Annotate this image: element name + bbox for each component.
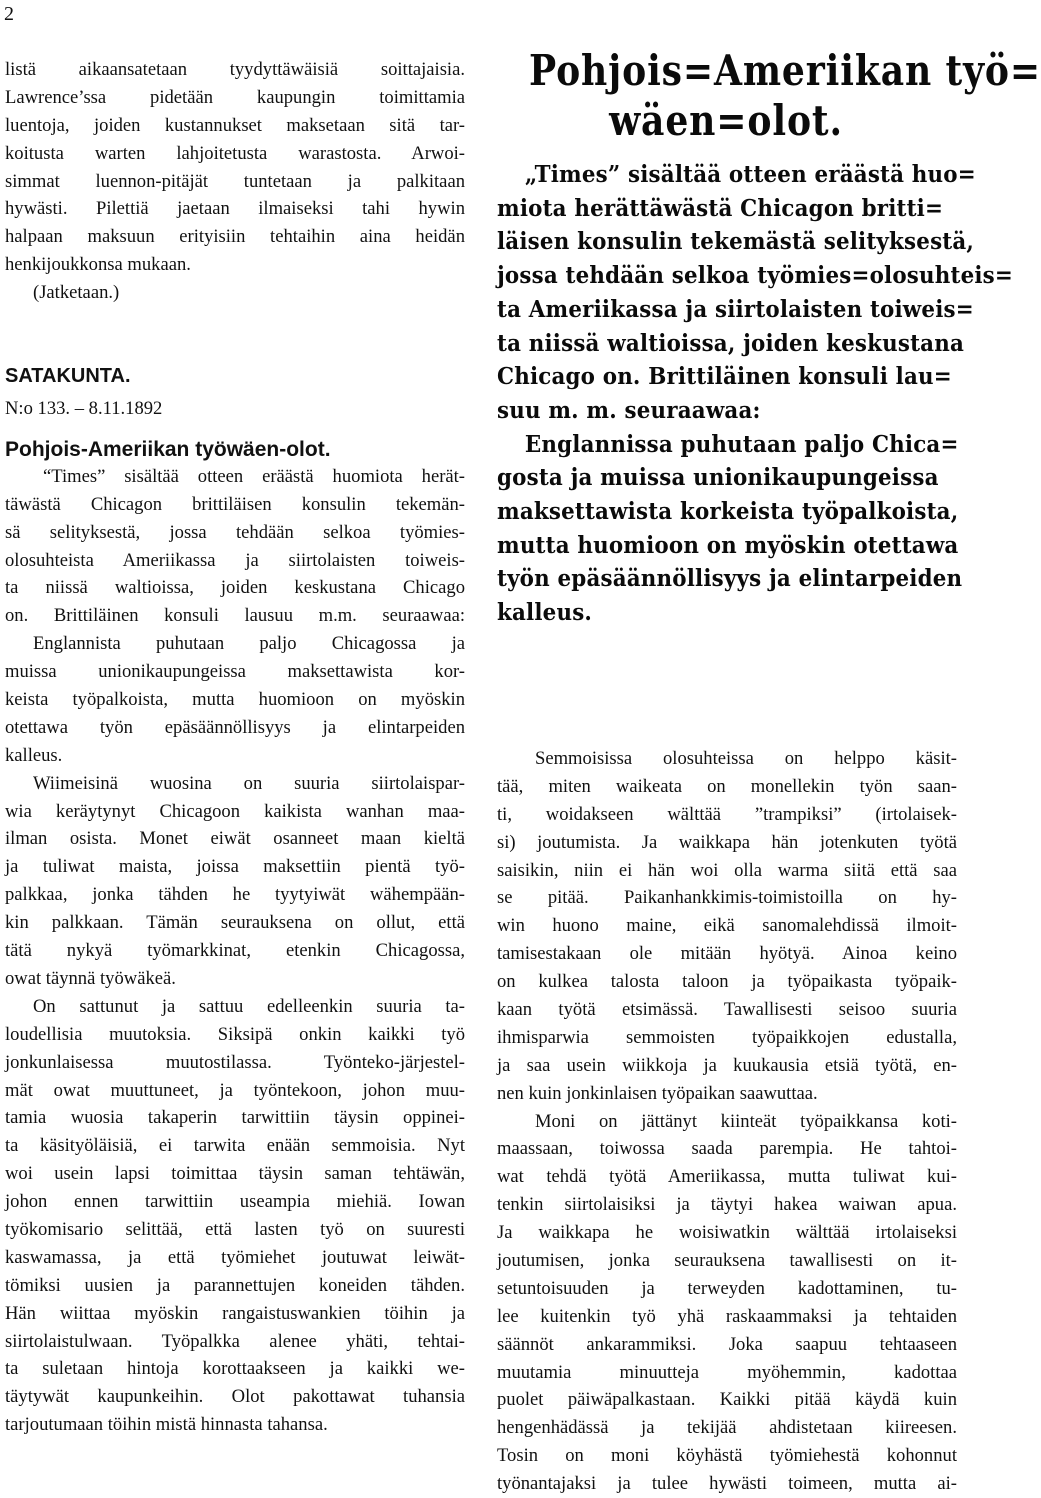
text-line: henkijoukkonsa mukaan. — [5, 254, 191, 276]
text-line: muissa unionikaupungeissa maksettawista kor- — [5, 661, 465, 683]
clipping-text-line: maksettawista korkeista työpalkoista, — [497, 498, 959, 526]
text-line: wia keräytynyt Chicagoon kaikista wanhan maa- — [5, 800, 465, 822]
text-line: hengenhädässä ja tekijää ahdistetaan kiireesen. — [497, 1417, 957, 1439]
text-line: luentoja, joiden kustannukset maksetaan sitä tar- — [5, 114, 465, 136]
clipping-text-line: mutta huomioon on myöskin otettawa — [497, 531, 959, 559]
right-column — [497, 745, 957, 1498]
text-line: tenkin siirtolaisiksi ja täytyi hakea waiwan apua. — [497, 1194, 957, 1216]
text-line: woi usein lapsi toimittaa täysin saman tehtäwän, — [5, 1163, 465, 1185]
clipping-text-line: työn epäsäännöllisyys ja elintarpeiden — [497, 565, 963, 593]
text-line: tamia wuosia takaperin tarwittiin täysin oppinei- — [5, 1107, 465, 1129]
text-line: “Times” sisältää otteen eräästä huomiota herät- — [43, 465, 465, 487]
text-line: työkomisario selittää, että lasten työ on suuresti — [5, 1218, 465, 1240]
clipping-text-line: suu m. m. seuraawaa: — [497, 396, 761, 424]
text-line: setuntoisuuden ja terweyden kadottaminen, tu- — [497, 1277, 957, 1299]
text-line: se pitää. Paikanhankkimis-toimistoilla on hy- — [497, 887, 957, 909]
text-line: koitusta warten lahjoitetusta warastosta. Arwoi- — [5, 142, 465, 164]
text-line: tarjoutumaan töihin mistä hinnasta tahansa. — [5, 1414, 328, 1436]
text-line: hywästi. Pilettiä jaetaan ilmaiseksi tahi hywin — [5, 198, 465, 220]
text-line: ja tuliwat maista, joissa maksettiin pientä työ- — [5, 856, 465, 878]
clipping-text-line: miota herättäwästä Chicagon britti= — [497, 194, 944, 222]
text-line: simmat luennon-pitäjät tuntetaan ja palkitaan — [5, 170, 465, 192]
text-line: ti, woidakseen wälttää ”trampiksi” (irtolaisek- — [497, 803, 957, 825]
text-line: säännöt ankarammiksi. Joka saapuu tehtaaseen — [497, 1333, 957, 1355]
text-line: palkkaa, jonka tähden he tyytyiwät wähempään- — [5, 884, 465, 906]
text-line: tää, miten waikeata on monellekin työn saan- — [497, 775, 957, 797]
continued-note: (Jatketaan.) — [33, 282, 120, 304]
text-line: tätä nykyä työmarkkinat, etenkin Chicagossa, — [5, 940, 465, 962]
scanned-clipping-image — [497, 46, 1041, 686]
clipping-text-line: läisen konsulin tekemästä selityksestä, — [497, 228, 975, 256]
text-line: siirtolaistulwaan. Työpalkka alenee yhäti, tehtai- — [5, 1330, 465, 1352]
clipping-text-line: Englannissa puhutaan paljo Chica= — [524, 430, 959, 458]
text-line: otettawa työn epäsäännöllisyys ja elintarpeiden — [5, 716, 465, 738]
text-line: mät owat muuttuneet, ja työntekoon, johon muu- — [5, 1079, 465, 1101]
text-line: listä aikaansatetaan tyydyttäwäisiä soittajaisia. — [5, 59, 465, 80]
text-line: Hän wiittaa myöskin rangaistuswankien töihin ja — [5, 1302, 465, 1324]
text-line: Tosin on moni köyhästä työmiehestä kohonnut — [497, 1445, 957, 1467]
text-line: owat täynnä työwäkeä. — [5, 967, 176, 989]
text-line: Wiimeisinä wuosina on suuria siirtolaispar- — [33, 772, 465, 794]
text-line: saisikin, niin ei hän woi olla warma siitä että saa — [497, 859, 957, 881]
clipping-title-line: wäen=olot. — [609, 96, 843, 145]
text-line: kalleus. — [5, 744, 63, 766]
issue-info: N:o 133. – 8.11.1892 — [5, 398, 163, 420]
text-line: tamisestakaan ole mitään hyötyä. Ainoa keino — [497, 943, 957, 965]
text-line: ta suletaan hintoja korottaakseen ja kaikki we- — [5, 1358, 465, 1380]
clipping-text-line: jossa tehdään selkoa työmies=olosuhteis= — [497, 262, 1014, 290]
clipping-title-line: Pohjois=Ameriikan työ= — [529, 46, 1041, 95]
clipping-text-line: „Times” sisältää otteen eräästä huo= — [524, 161, 976, 188]
text-line: ja saa usein wiikkoja ja kuukausia etsiä työtä, en- — [497, 1054, 957, 1076]
clipping-text-line: kalleus. — [497, 599, 593, 627]
page-number: 2 — [4, 3, 14, 25]
text-line: keista työpalkoista, mutta huomioon on myöskin — [5, 689, 465, 711]
text-line: si) joutumista. Ja waikkapa hän jotenkuten työtä — [497, 831, 957, 853]
text-line: wat tehdä työtä Ameriikassa, mutta tuliwat kui- — [497, 1166, 957, 1188]
article-title: Pohjois-Ameriikan työwäen-olot. — [5, 437, 331, 461]
text-line: täwästä Chicagon brittiläisen konsulin tekemän- — [5, 493, 465, 515]
text-line: Lawrence’ssa pidetään kaupungin toimittamia — [5, 86, 465, 108]
text-line: Semmoisissa olosuhteissa on helppo käsit- — [535, 748, 957, 769]
clipping-text-line: ta Ameriikassa ja siirtolaisten toiweis= — [497, 295, 974, 323]
text-line: työnantajaksi ja tulee hywästi toimeen, mutta ai- — [497, 1473, 957, 1495]
text-line: kin palkkaan. Tämän seurauksena on ollut, että — [5, 912, 465, 934]
text-line: ta käsityöläisiä, ei tarwita enään semmoisia. Nyt — [5, 1135, 465, 1157]
text-line: halpaan maksuun erityisiin tehtaihin aina heidän — [5, 226, 465, 248]
text-line: lee kuitenkin työ yhä raskaammaksi ja tehtaiden — [497, 1305, 957, 1327]
text-line: On sattunut ja sattuu edelleenkin suuria ta- — [33, 995, 465, 1017]
text-line: win huono maine, eikä sanomalehdissä ilmoit- — [497, 915, 957, 937]
text-line: olosuhteista Ameriikassa ja siirtolaisten toiweis- — [5, 549, 465, 571]
text-line: maassaan, toiwossa saada parempia. He tahtoi- — [497, 1138, 957, 1160]
text-line: jonkunlaisessa muutostilassa. Työnteko-järjestel- — [5, 1051, 465, 1073]
text-line: nen kuin jonkinlaisen työpaikan saawuttaa. — [497, 1082, 818, 1104]
text-line: ilman osista. Monet eiwät osanneet maan kieltä — [5, 828, 465, 850]
text-line: Moni on jättänyt kiinteät työpaikkansa koti- — [535, 1110, 957, 1132]
text-line: ihmisparwia semmoisten työpaikkojen edustalla, — [497, 1026, 957, 1048]
clipping-text-line: Chicago on. Brittiläinen konsuli lau= — [497, 363, 952, 391]
clipping-text-line: gosta ja muissa unionikaupungeissa — [497, 464, 939, 492]
source-name: SATAKUNTA. — [5, 365, 131, 388]
text-line: muutamia minuutteja myöhemmin, kadottaa — [497, 1361, 957, 1383]
text-line: ta niissä waltioissa, joiden keskustana Chicago — [5, 577, 465, 599]
text-line: tömiksi uusien ja parannettujen koneiden tähden. — [5, 1274, 465, 1296]
text-line: on kulkea talosta taloon ja työpaikasta työpaik- — [497, 971, 957, 993]
left-column — [5, 56, 465, 1439]
text-line: joutumisen, jonka seurauksena tawallisesti on it- — [497, 1250, 957, 1272]
text-line: on. Brittiläinen konsuli lausuu m.m. seuraawaa: — [5, 605, 465, 627]
clipping-text-line: ta niissä waltioissa, joiden keskustana — [497, 329, 965, 357]
text-line: täytywät kaupunkeihin. Olot pakottawat tuhansia — [5, 1386, 465, 1408]
text-line: puolet päiwäpalkastaan. Kaikki pitää käydä kuin — [497, 1389, 957, 1411]
text-line: kaswamassa, ja että työmiehet joutuwat leiwät- — [5, 1246, 465, 1268]
text-line: kaan työtä etsimässä. Tawallisesti seisoo suuria — [497, 999, 957, 1021]
text-line: johon ennen tarwittiin useampia miehiä. Iowan — [5, 1191, 465, 1213]
text-line: Englannista puhutaan paljo Chicagossa ja — [33, 633, 465, 655]
text-line: loudellisia muutoksia. Siksipä onkin kaikki työ — [5, 1023, 465, 1045]
text-line: sä selityksestä, jossa tehdään selkoa työmies- — [5, 521, 465, 543]
text-line: Ja waikkapa he woisiwatkin wälttää irtolaiseksi — [497, 1222, 957, 1244]
